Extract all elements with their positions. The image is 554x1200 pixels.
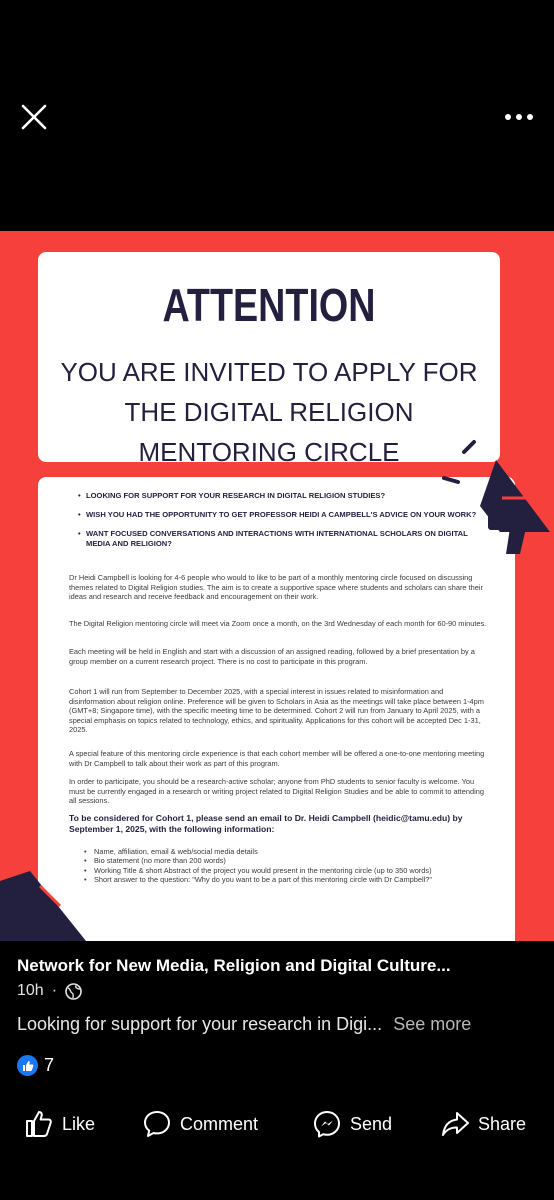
invite-line: THE DIGITAL RELIGION bbox=[124, 397, 414, 427]
post-timestamp[interactable]: 10h bbox=[17, 982, 44, 999]
comment-button[interactable] bbox=[142, 1104, 258, 1144]
reactions-summary[interactable] bbox=[17, 1055, 54, 1076]
share-label: Share bbox=[478, 1113, 527, 1134]
post-image[interactable] bbox=[0, 231, 554, 968]
more-dots-icon bbox=[500, 104, 540, 128]
share-button[interactable] bbox=[440, 1104, 526, 1144]
poster-headline: ATTENTION bbox=[162, 279, 376, 331]
caption-text: Looking for support for your research in Digi... bbox=[17, 1014, 383, 1034]
post-caption bbox=[17, 1014, 537, 1035]
close-button[interactable] bbox=[18, 101, 50, 133]
poster-call-to-action: To be considered for Cohort 1, please send an email to Dr. Heidi Campbell (heidic@tamu.edu) by September 1, 2025, with the following information: bbox=[69, 813, 463, 834]
invite-line: MENTORING CIRCLE bbox=[138, 437, 400, 467]
poster-question: • LOOKING FOR SUPPORT FOR YOUR RESEARCH IN DIGITAL RELIGION STUDIES? bbox=[78, 491, 488, 501]
comment-label: Comment bbox=[180, 1113, 259, 1134]
send-label: Send bbox=[350, 1113, 393, 1134]
poster-paragraph: Dr Heidi Campbell is looking for 4-6 people who would to like to be part of a monthly mentoring circle focused on discussing themes related to Digital Religion studies. The aim is to create a supportive space where students and scholars can share their ideas and research and receive feedback and encouragement on their work. bbox=[69, 573, 483, 602]
poster-question-list bbox=[78, 491, 488, 558]
reaction-count: 7 bbox=[44, 1055, 55, 1075]
poster-question: • WANT FOCUSED CONVERSATIONS AND INTERACTIONS WITH INTERNATIONAL SCHOLARS ON DIGITAL MEDIA AND RELIGION? bbox=[78, 529, 488, 549]
close-icon bbox=[18, 101, 50, 133]
page-name-link[interactable]: Network for New Media, Religion and Digital Culture... bbox=[17, 956, 451, 975]
like-label: Like bbox=[62, 1113, 96, 1134]
messenger-icon bbox=[312, 1109, 342, 1139]
globe-icon bbox=[65, 983, 82, 1000]
post-action-bar bbox=[0, 1104, 554, 1144]
poster-info-list bbox=[84, 847, 484, 885]
see-more-link[interactable]: See more bbox=[393, 1014, 472, 1034]
post-info-panel bbox=[0, 941, 554, 1200]
invite-line: YOU ARE INVITED TO APPLY FOR bbox=[60, 357, 478, 387]
poster-info-item: • Bio statement (no more than 200 words) bbox=[84, 856, 484, 865]
poster-info-item: • Short answer to the question: "Why do you want to be a part of this mentoring circle with Dr Campbell?" bbox=[84, 875, 484, 884]
post-meta bbox=[17, 982, 82, 1000]
poster-paragraph: The Digital Religion mentoring circle will meet via Zoom once a month, on the 3rd Wednesday of each month for 60-90 minutes. bbox=[69, 619, 487, 628]
poster-paragraph: Cohort 1 will run from September to December 2025, with a special interest in issues related to misinformation and disinformation about religion online. Preference will be given to Scholars in Asia as the meetings will take place between 1-4pm (GMT+8; Singapore time), with the specific meeting time to be determined. Cohort 2 will run from January to April 2025, with a special emphasis on topics related to technology, ethics, and spirituality. Applications for this cohort will be accepted Dec 1-31, 2025. bbox=[69, 687, 484, 735]
more-options-button[interactable] bbox=[500, 104, 540, 128]
megaphone-icon bbox=[440, 436, 554, 556]
thumbs-up-icon bbox=[24, 1109, 54, 1139]
poster-paragraph: Each meeting will be held in English and start with a discussion of an assigned reading, followed by a brief presentation by a group member on a current research project. There is no cost to participate in this program. bbox=[69, 647, 475, 666]
poster-paragraph: In order to participate, you should be a research-active scholar; anyone from PhD students to senior faculty is welcome. You must be currently engaged in a research or writing project related to Digital Religion Studies and be able to commit to attending all sessions. bbox=[69, 777, 484, 806]
like-button[interactable] bbox=[24, 1104, 95, 1144]
poster-header-card bbox=[38, 252, 500, 467]
poster-paragraph: A special feature of this mentoring circle experience is that each cohort member will be offered a one-to-one mentoring meeting with Dr Campbell to talk about their work as part of this program. bbox=[69, 749, 485, 768]
separator-dot: · bbox=[51, 982, 58, 999]
like-reaction-icon bbox=[17, 1055, 38, 1076]
poster-info-item: • Name, affiliation, email & web/social media details bbox=[84, 847, 484, 856]
poster-question: • WISH YOU HAD THE OPPORTUNITY TO GET PROFESSOR HEIDI A CAMPBELL'S ADVICE ON YOUR WORK? bbox=[78, 510, 488, 520]
poster-invite-text bbox=[38, 352, 500, 472]
send-button[interactable] bbox=[312, 1104, 392, 1144]
top-bar bbox=[0, 0, 554, 230]
share-arrow-icon bbox=[440, 1109, 470, 1139]
poster-info-item: • Working Title & short Abstract of the project you would present in the mentoring circle (up to 350 words) bbox=[84, 866, 484, 875]
comment-bubble-icon bbox=[142, 1109, 172, 1139]
